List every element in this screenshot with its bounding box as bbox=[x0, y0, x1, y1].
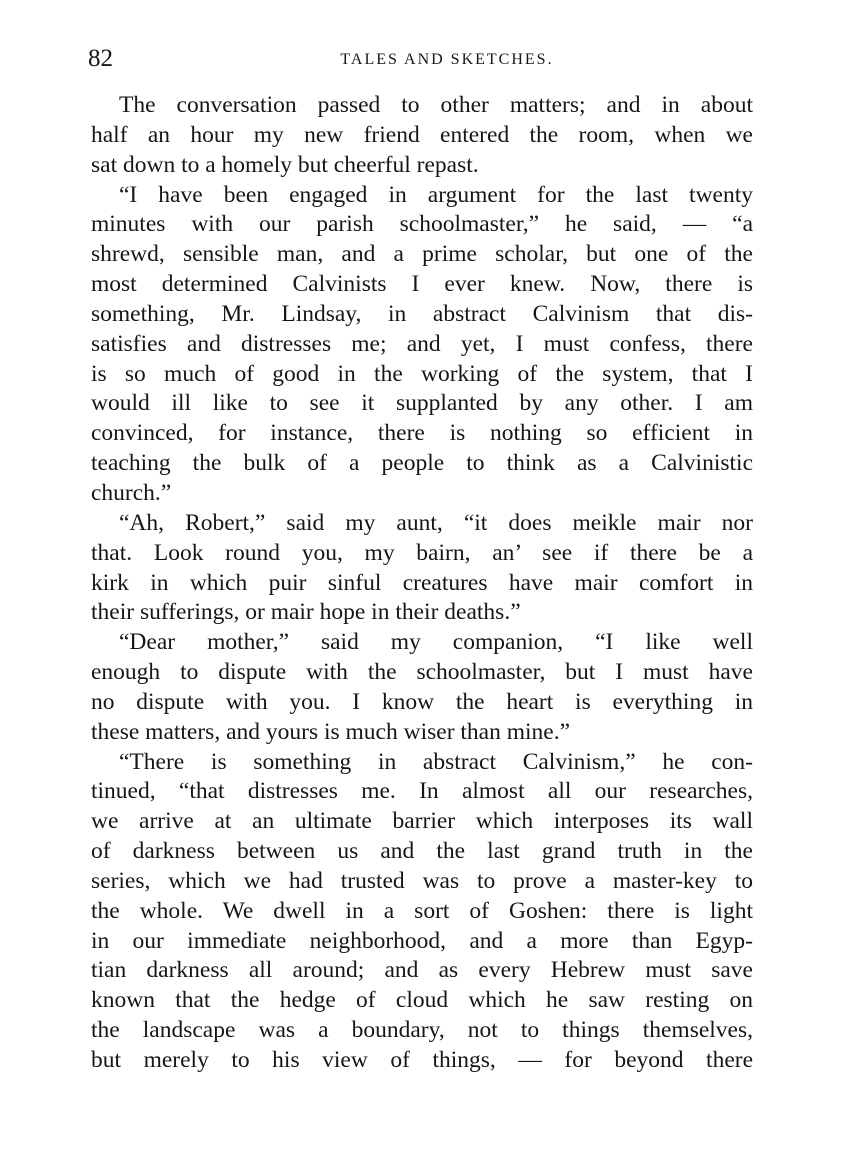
running-head bbox=[88, 44, 750, 78]
text-line: the landscape was a boundary, not to things themselves, bbox=[91, 1017, 753, 1044]
text-line: “I have been engaged in argument for the last twenty bbox=[119, 181, 753, 208]
text-line: “Ah, Robert,” said my aunt, “it does meikle mair nor bbox=[119, 509, 753, 536]
text-line: these matters, and yours is much wiser than mine.” bbox=[91, 718, 571, 745]
text-line: sat down to a homely but cheerful repast. bbox=[91, 151, 479, 178]
text-line: no dispute with you. I know the heart is everything in bbox=[91, 688, 753, 715]
page-number: 82 bbox=[88, 45, 113, 72]
text-line: the whole. We dwell in a sort of Goshen: there is light bbox=[91, 897, 753, 924]
text-line: their sufferings, or mair hope in their deaths.” bbox=[91, 599, 521, 626]
text-line: “Dear mother,” said my companion, “I like well bbox=[119, 629, 753, 656]
text-line: enough to dispute with the schoolmaster, but I must have bbox=[91, 659, 753, 686]
text-line: but merely to his view of things, — for beyond there bbox=[91, 1047, 753, 1073]
text-line: The conversation passed to other matters; and in about bbox=[119, 92, 753, 118]
text-line: known that the hedge of cloud which he saw resting on bbox=[91, 987, 753, 1014]
text-line: teaching the bulk of a people to think as a Calvinistic bbox=[91, 450, 753, 477]
body-text bbox=[91, 91, 753, 1076]
text-line: in our immediate neighborhood, and a more than Egyp- bbox=[91, 927, 753, 954]
text-line: tinued, “that distresses me. In almost all our researches, bbox=[91, 778, 753, 805]
running-title: TALES AND SKETCHES. bbox=[340, 51, 554, 68]
text-line: would ill like to see it supplanted by any other. I am bbox=[91, 390, 753, 417]
text-line: kirk in which puir sinful creatures have mair comfort in bbox=[91, 569, 753, 596]
text-line: “There is something in abstract Calvinism,” he con- bbox=[119, 748, 753, 775]
text-line: we arrive at an ultimate barrier which interposes its wall bbox=[91, 808, 753, 835]
text-line: series, which we had trusted was to prove a master-key to bbox=[91, 867, 753, 894]
text-line: of darkness between us and the last grand truth in the bbox=[91, 838, 753, 865]
text-line: minutes with our parish schoolmaster,” he said, — “a bbox=[91, 211, 753, 238]
text-line: shrewd, sensible man, and a prime scholar, but one of the bbox=[91, 241, 753, 268]
text-line: church.” bbox=[91, 479, 172, 506]
text-line: half an hour my new friend entered the room, when we bbox=[91, 121, 753, 148]
text-line: something, Mr. Lindsay, in abstract Calvinism that dis- bbox=[91, 300, 753, 327]
text-line: convinced, for instance, there is nothing so efficient in bbox=[91, 420, 753, 447]
text-line: satisfies and distresses me; and yet, I must confess, there bbox=[91, 330, 753, 357]
text-line: that. Look round you, my bairn, an’ see if there be a bbox=[91, 539, 753, 566]
text-line: is so much of good in the working of the system, that I bbox=[91, 360, 753, 387]
text-line: tian darkness all around; and as every Hebrew must save bbox=[91, 957, 753, 984]
text-line: most determined Calvinists I ever knew. Now, there is bbox=[91, 271, 753, 298]
